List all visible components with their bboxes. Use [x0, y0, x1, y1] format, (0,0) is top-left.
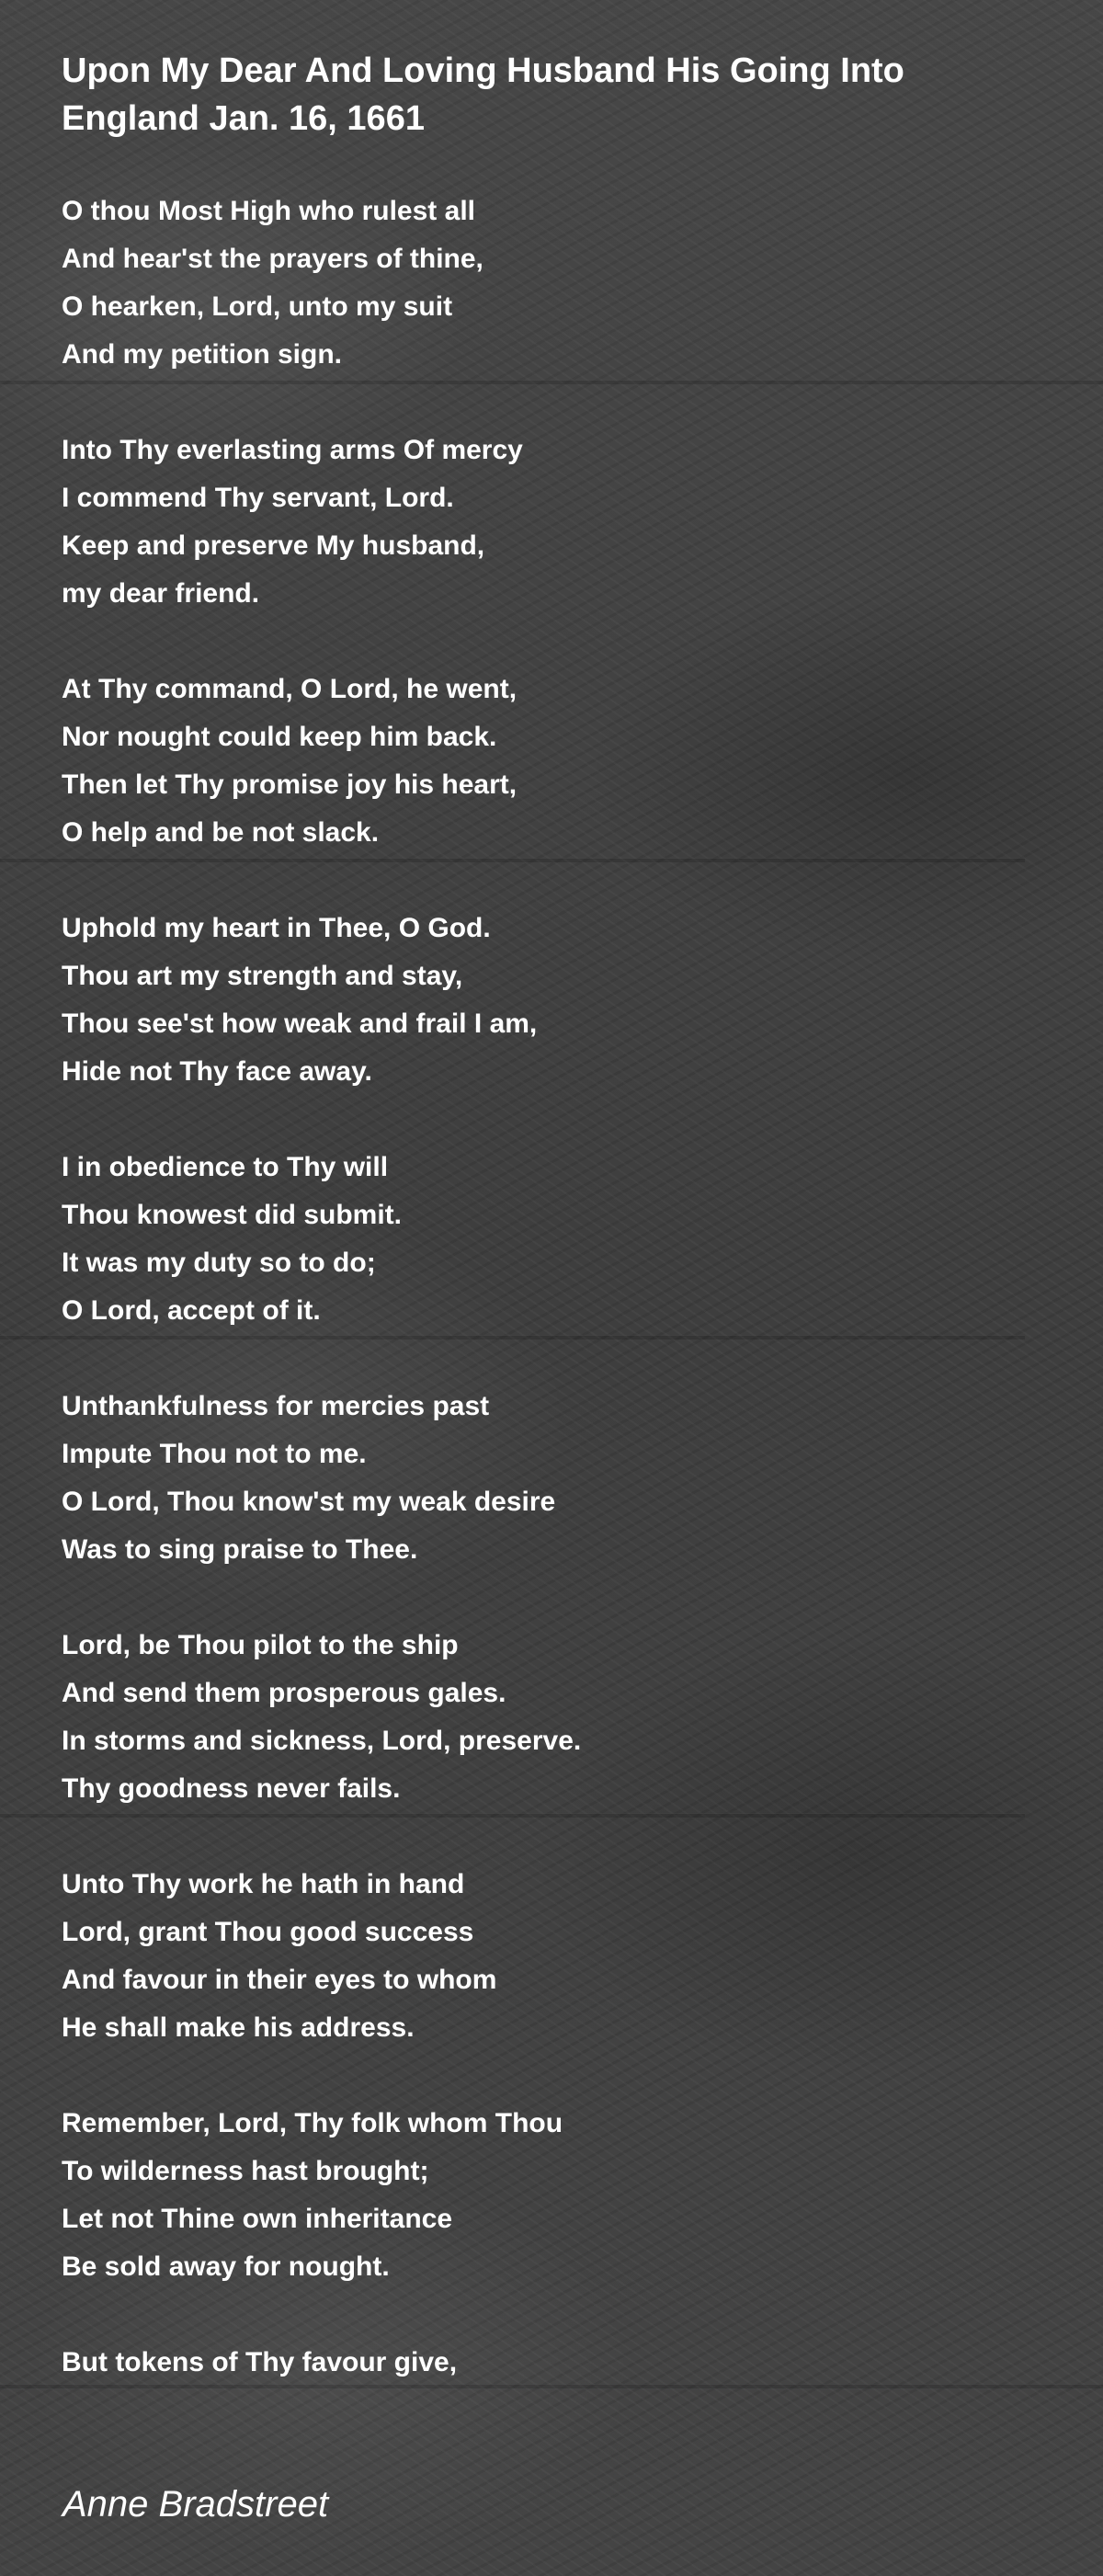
poem-line: And favour in their eyes to whom	[62, 1965, 497, 1995]
poem-line: Into Thy everlasting arms Of mercy	[62, 435, 523, 465]
poem-line: Let not Thine own inheritance	[62, 2204, 453, 2234]
poem-line: At Thy command, O Lord, he went,	[62, 674, 517, 704]
poem-title: Upon My Dear And Loving Husband His Going Into England Jan. 16, 1661	[62, 51, 904, 138]
poem-line: I in obedience to Thy will	[62, 1152, 389, 1182]
poem-line: Thou see'st how weak and frail I am,	[62, 1009, 538, 1039]
poem-author: Anne Bradstreet	[63, 2484, 329, 2525]
poem-line: Be sold away for nought.	[62, 2251, 390, 2282]
poem-line: O Lord, Thou know'st my weak desire	[62, 1487, 556, 1517]
poem-line: I commend Thy servant, Lord.	[62, 483, 454, 513]
poem-line: Nor nought could keep him back.	[62, 722, 497, 752]
poem-line: Thou knowest did submit.	[62, 1200, 402, 1230]
poem-stanza	[62, 2100, 1036, 2291]
poem-line: In storms and sickness, Lord, preserve.	[62, 1726, 582, 1756]
poem-stanza	[62, 427, 1036, 618]
poem-stanza	[62, 1383, 1036, 1574]
poem-stanza	[62, 1622, 1036, 1813]
poem-line: Remember, Lord, Thy folk whom Thou	[62, 2108, 563, 2138]
poem-stanza	[62, 905, 1036, 1096]
poem-line: O hearken, Lord, unto my suit	[62, 291, 453, 322]
poem-line: my dear friend.	[62, 578, 260, 609]
poem-line: Keep and preserve My husband,	[62, 530, 485, 561]
poem-line: Lord, grant Thou good success	[62, 1917, 474, 1947]
poem-line: Thy goodness never fails.	[62, 1773, 401, 1804]
poem-line: To wilderness hast brought;	[62, 2156, 429, 2186]
poem-line: Was to sing praise to Thee.	[62, 1534, 418, 1565]
poem-body	[62, 188, 1036, 2387]
poem-line: O thou Most High who rulest all	[62, 196, 475, 226]
poem-line: It was my duty so to do;	[62, 1248, 376, 1278]
poem-line: And my petition sign.	[62, 339, 342, 370]
poem-line: Unthankfulness for mercies past	[62, 1391, 490, 1421]
poem-line: O Lord, accept of it.	[62, 1295, 321, 1326]
poem-line: Unto Thy work he hath in hand	[62, 1869, 465, 1899]
poem-line: Hide not Thy face away.	[62, 1056, 372, 1087]
poem-line: Lord, be Thou pilot to the ship	[62, 1630, 459, 1660]
poem-line: He shall make his address.	[62, 2012, 415, 2043]
poem-stanza	[62, 2339, 1036, 2387]
poem-line: And hear'st the prayers of thine,	[62, 244, 483, 274]
poem-stanza	[62, 666, 1036, 857]
poem-line: And send them prosperous gales.	[62, 1678, 506, 1708]
poem-stanza	[62, 1144, 1036, 1335]
poem-line: Uphold my heart in Thee, O God.	[62, 913, 491, 943]
poem-stanza	[62, 1861, 1036, 2052]
poem-line: Thou art my strength and stay,	[62, 961, 463, 991]
poem-line: Impute Thou not to me.	[62, 1439, 367, 1469]
poem-stanza	[62, 188, 1036, 379]
poem-content	[62, 47, 1036, 2434]
poem-line: But tokens of Thy favour give,	[62, 2347, 458, 2377]
poem-line: O help and be not slack.	[62, 817, 380, 848]
poem-line: Then let Thy promise joy his heart,	[62, 769, 517, 800]
